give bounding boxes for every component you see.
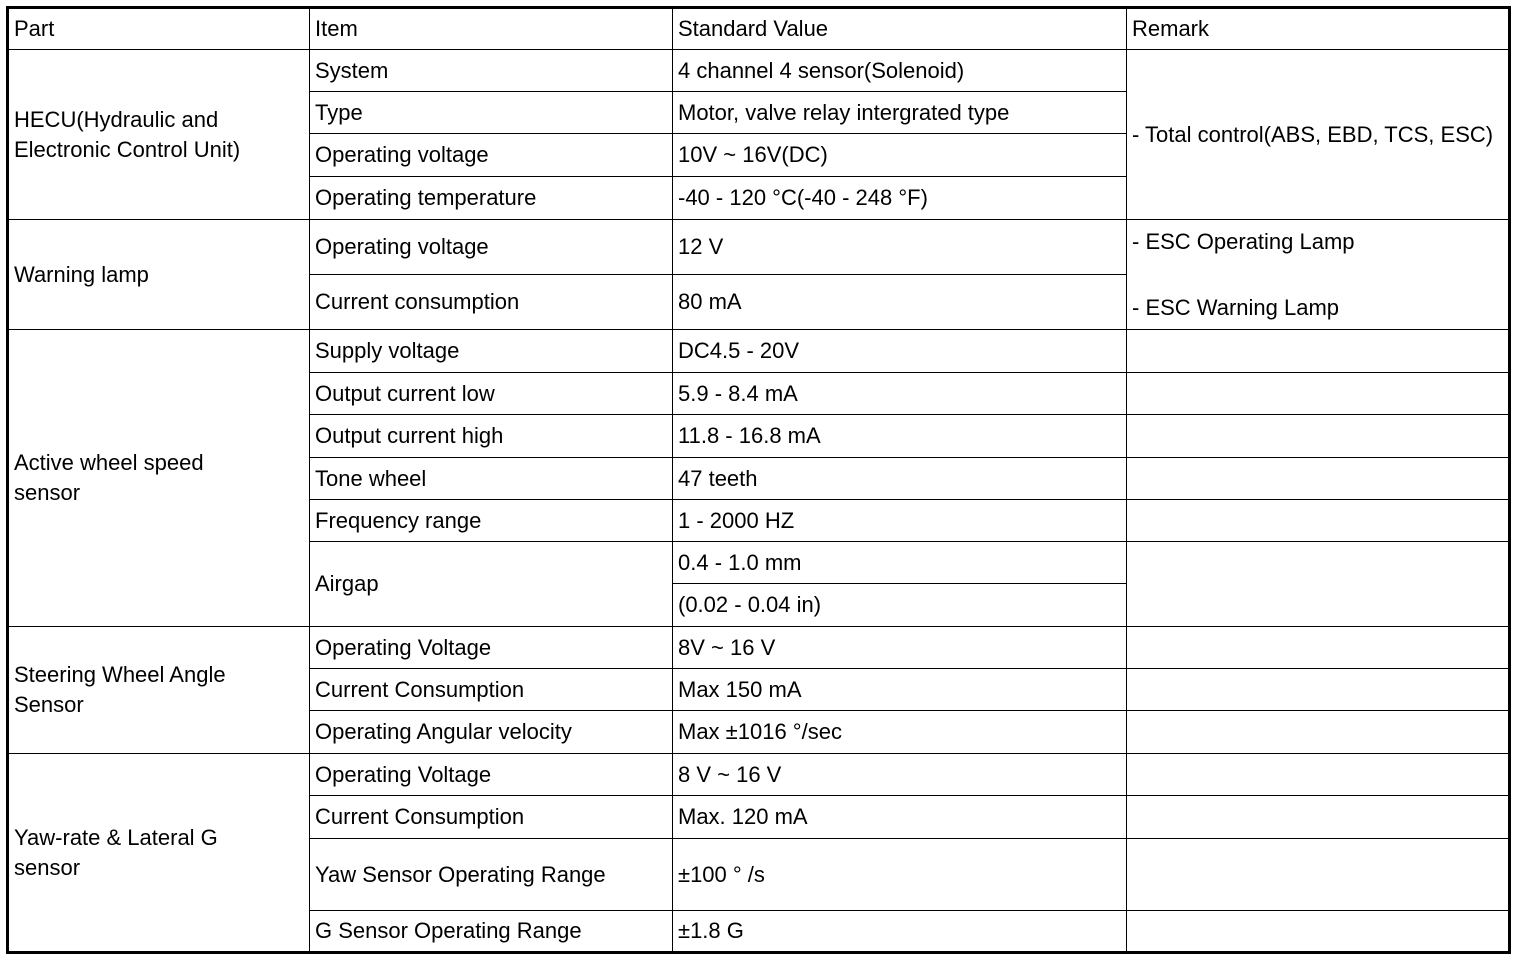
value-cell: 12 V [673, 220, 1127, 275]
value-cell: ±1.8 G [673, 911, 1127, 953]
value-cell: -40 - 120 °C(-40 - 248 °F) [673, 177, 1127, 220]
remark-cell [1127, 627, 1510, 669]
table-row [8, 330, 1510, 373]
header-item: Item [310, 8, 673, 50]
item-cell: Operating voltage [310, 220, 673, 275]
header-part: Part [8, 8, 310, 50]
value-cell: ±100 ° /s [673, 839, 1127, 911]
item-cell: Supply voltage [310, 330, 673, 373]
value-cell: 8V ~ 16 V [673, 627, 1127, 669]
item-cell: System [310, 50, 673, 92]
remark-cell [1127, 330, 1510, 373]
table-row [8, 754, 1510, 796]
remark-cell [1127, 711, 1510, 754]
item-cell: Operating Angular velocity [310, 711, 673, 754]
remark-cell [1127, 542, 1510, 627]
remark-cell [1127, 669, 1510, 711]
value-cell: 47 teeth [673, 458, 1127, 500]
value-cell: 8 V ~ 16 V [673, 754, 1127, 796]
value-cell: 4 channel 4 sensor(Solenoid) [673, 50, 1127, 92]
remark-cell [1127, 839, 1510, 911]
value-cell: (0.02 - 0.04 in) [673, 584, 1127, 627]
value-cell: 0.4 - 1.0 mm [673, 542, 1127, 584]
item-cell: Frequency range [310, 500, 673, 542]
value-cell: 1 - 2000 HZ [673, 500, 1127, 542]
value-cell: Max 150 mA [673, 669, 1127, 711]
part-steering-angle-sensor: Steering Wheel Angle Sensor [8, 627, 310, 754]
value-cell: 80 mA [673, 275, 1127, 330]
remark-text: - Total control(ABS, EBD, TCS, ESC) [1132, 121, 1494, 147]
table-row [8, 220, 1510, 275]
table-row [8, 627, 1510, 669]
remark-hecu [1127, 50, 1510, 220]
part-warning-lamp: Warning lamp [8, 220, 310, 330]
value-cell: Max ±1016 °/sec [673, 711, 1127, 754]
item-cell: G Sensor Operating Range [310, 911, 673, 953]
remark-cell [1127, 911, 1510, 953]
item-cell: Type [310, 92, 673, 134]
remark-cell [1127, 415, 1510, 458]
remark-cell [1127, 754, 1510, 796]
remark-cell [1127, 796, 1510, 839]
value-cell: Motor, valve relay intergrated type [673, 92, 1127, 134]
item-cell: Output current low [310, 373, 673, 415]
value-cell: DC4.5 - 20V [673, 330, 1127, 373]
table-row [8, 50, 1510, 92]
item-cell: Current Consumption [310, 669, 673, 711]
remark-cell [1127, 500, 1510, 542]
item-cell: Output current high [310, 415, 673, 458]
value-cell: 11.8 - 16.8 mA [673, 415, 1127, 458]
item-cell: Current Consumption [310, 796, 673, 839]
value-cell: 5.9 - 8.4 mA [673, 373, 1127, 415]
remark-cell [1127, 458, 1510, 500]
remark-cell [1127, 373, 1510, 415]
item-cell: Current consumption [310, 275, 673, 330]
item-cell: Tone wheel [310, 458, 673, 500]
item-cell: Operating Voltage [310, 754, 673, 796]
item-cell: Yaw Sensor Operating Range [310, 839, 673, 911]
item-cell: Airgap [310, 542, 673, 627]
header-row [8, 8, 1510, 50]
item-cell: Operating voltage [310, 134, 673, 177]
value-cell: 10V ~ 16V(DC) [673, 134, 1127, 177]
item-cell: Operating temperature [310, 177, 673, 220]
header-standard-value: Standard Value [673, 8, 1127, 50]
item-cell: Operating Voltage [310, 627, 673, 669]
header-remark: Remark [1127, 8, 1510, 50]
remark-warning-lamp [1127, 220, 1510, 330]
remark-text: - ESC Warning Lamp [1132, 294, 1340, 320]
remark-text: - ESC Operating Lamp [1132, 228, 1355, 254]
spacer [1132, 257, 1508, 293]
part-hecu: HECU(Hydraulic and Electronic Control Unit) [8, 50, 310, 220]
part-wheel-speed-sensor: Active wheel speed sensor [8, 330, 310, 627]
part-yaw-rate-sensor: Yaw-rate & Lateral G sensor [8, 754, 310, 953]
value-cell: Max. 120 mA [673, 796, 1127, 839]
specification-table [6, 6, 1511, 954]
